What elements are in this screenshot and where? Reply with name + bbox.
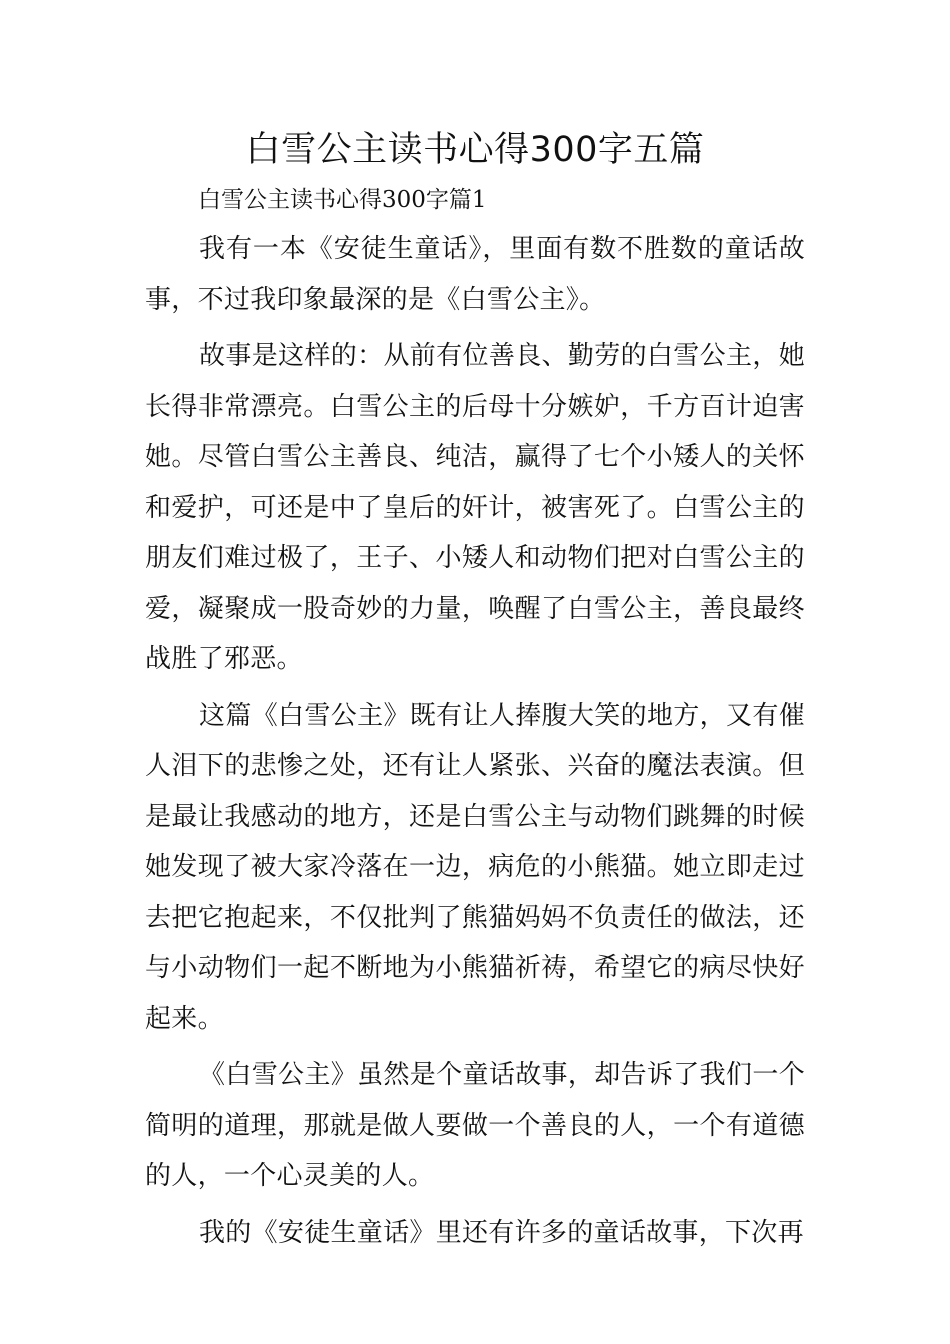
paragraph: 《白雪公主》虽然是个童话故事，却告诉了我们一个简明的道理，那就是做人要做一个善良的人，一个有道德的人，一个心灵美的人。 (145, 1060, 805, 1191)
section-heading: 白雪公主读书心得300字篇1 (198, 187, 487, 213)
paragraph: 故事是这样的：从前有位善良、勤劳的白雪公主，她长得非常漂亮。白雪公主的后母十分嫉妒，千方百计迫害她。尽管白雪公主善良、纯洁，赢得了七个小矮人的关怀和爱护，可还是中了皇后的奸计，被害死了。白雪公主的朋友们难过极了，王子、小矮人和动物们把对白雪公主的爱，凝聚成一股奇妙的力量，唤醒了白雪公主，善良最终战胜了邪恶。 (145, 341, 805, 674)
document-title: 白雪公主读书心得300字五篇 (245, 130, 705, 170)
document-body (145, 224, 805, 1264)
paragraph: 这篇《白雪公主》既有让人捧腹大笑的地方，又有催人泪下的悲惨之处，还有让人紧张、兴奋的魔法表演。但是最让我感动的地方，还是白雪公主与动物们跳舞的时候她发现了被大家冷落在一边，病危的小熊猫。她立即走过去把它抱起来，不仅批判了熊猫妈妈不负责任的做法，还与小动物们一起不断地为小熊猫祈祷，希望它的病尽快好起来。 (145, 700, 805, 1034)
paragraph: 我有一本《安徒生童话》，里面有数不胜数的童话故事，不过我印象最深的是《白雪公主》。 (145, 234, 805, 315)
paragraph: 我的《安徒生童话》里还有许多的童话故事，下次再 (199, 1217, 804, 1248)
